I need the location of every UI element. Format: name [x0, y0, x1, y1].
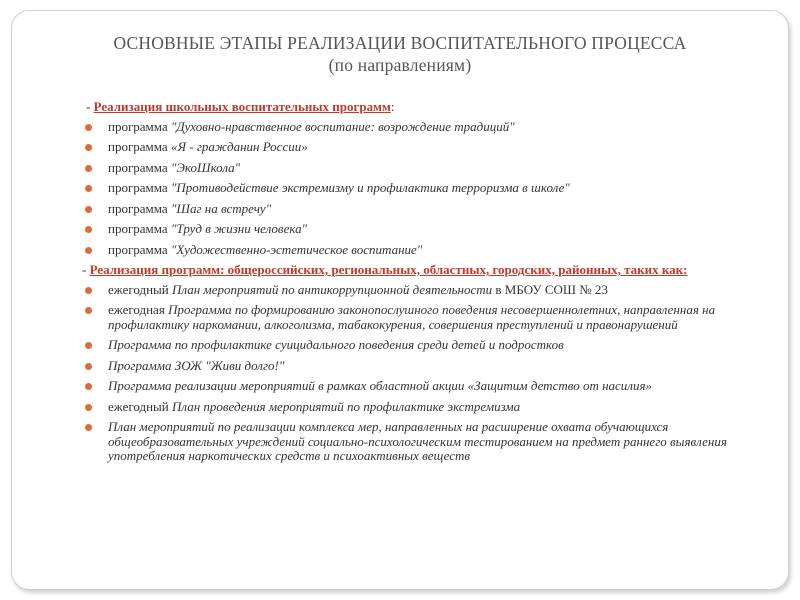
slide-content [80, 100, 752, 470]
slide-title: ОСНОВНЫЕ ЭТАПЫ РЕАЛИЗАЦИИ ВОСПИТАТЕЛЬНОГО ПРОЦЕССА [113, 33, 687, 53]
list-item: ежегодный План мероприятий по антикоррупционной деятельности в МБОУ СОШ № 23 [80, 283, 752, 298]
bullet-icon [85, 206, 92, 213]
bullet-icon [85, 342, 92, 349]
bullet-icon [85, 404, 92, 411]
bullet-icon [85, 226, 92, 233]
bullet-icon [85, 383, 92, 390]
slide-subtitle: (по направлениям) [328, 55, 472, 75]
section-heading-school-programs: - Реализация школьных воспитательных программ: [86, 99, 395, 114]
list-item: План мероприятий по реализации комплекса мер, направленных на расширение охвата обучающихся общеобразовательных учреждений социально-психологическим тестированием на предмет раннего выявления употребления наркотических средств и психоактивных веществ [80, 420, 752, 464]
bullet-icon [85, 247, 92, 254]
list-item: программа "Противодействие экстремизму и профилактика терроризма в школе" [80, 181, 752, 196]
list-item: Программа ЗОЖ "Живи долго!" [80, 359, 752, 374]
list-item: программа "ЭкоШкола" [80, 161, 752, 176]
list-item: Программа по профилактике суицидального поведения среди детей и подростков [80, 338, 752, 353]
bullet-icon [85, 363, 92, 370]
list-item: программа "Шаг на встречу" [80, 202, 752, 217]
bullet-icon [85, 165, 92, 172]
list-item: программа "Труд в жизни человека" [80, 222, 752, 237]
list-item: программа "Художественно-эстетическое воспитание" [80, 243, 752, 258]
list-item: программа "Духовно-нравственное воспитание: возрождение традиций" [80, 120, 752, 135]
bullet-icon [85, 124, 92, 131]
bullet-icon [85, 307, 92, 314]
bullet-icon [85, 287, 92, 294]
bullet-icon [85, 185, 92, 192]
list-item: программа «Я - гражданин России» [80, 140, 752, 155]
list-item: ежегодная Программа по формированию законопослушного поведения несовершеннолетних, направленная на профилактику наркомании, алкоголизма, табакокурения, совершения преступлений и правонарушений [80, 303, 752, 332]
list-item: ежегодный План проведения мероприятий по профилактике экстремизма [80, 400, 752, 415]
bullet-icon [85, 144, 92, 151]
bullet-icon [85, 424, 92, 431]
section-heading-external-programs: - Реализация программ: общероссийских, региональных, областных, городских, районных, таких как: [82, 262, 688, 277]
list-item: Программа реализации мероприятий в рамках областной акции «Защитим детство от насилия» [80, 379, 752, 394]
